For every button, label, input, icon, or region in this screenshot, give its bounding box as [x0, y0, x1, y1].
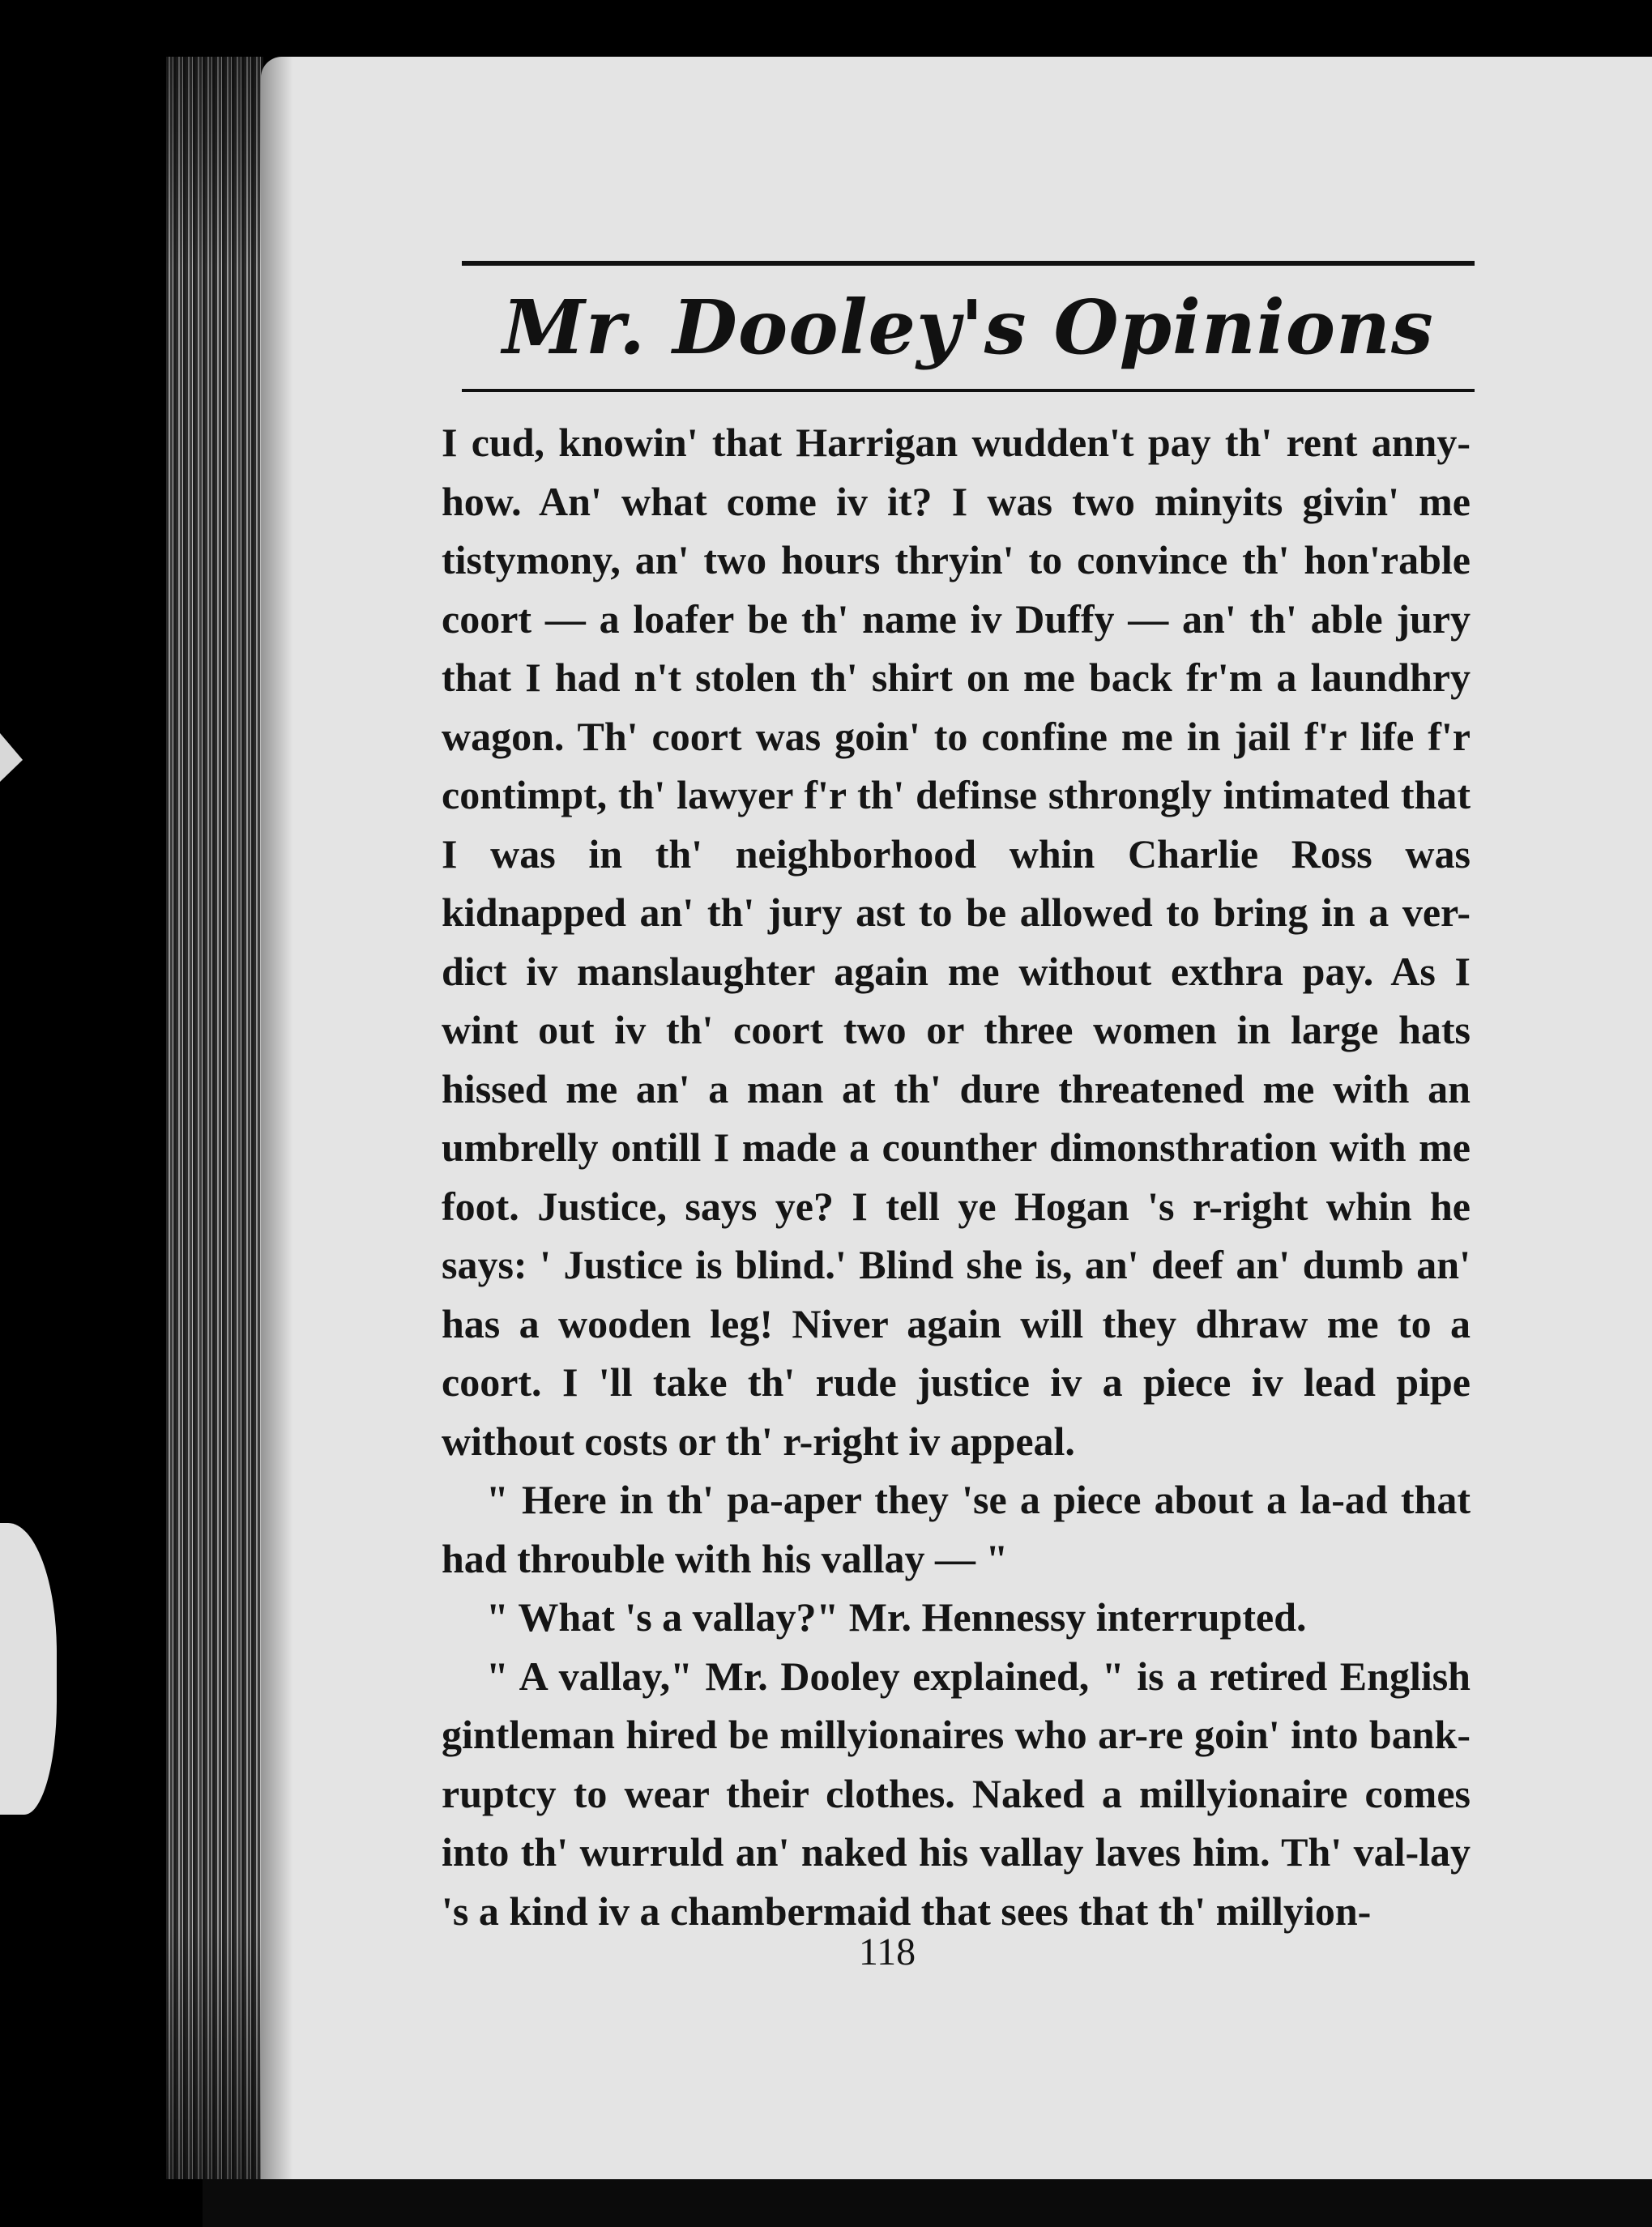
body-text: [442, 413, 1471, 1940]
scan-artifact-left-top: [0, 733, 23, 782]
paragraph: " Here in th' pa-aper they 'se a piece about a la-ad that had throuble with his vallay — ": [442, 1477, 1471, 1581]
page-edges: [166, 57, 263, 2179]
scan-artifact-left-bottom: [0, 1523, 57, 1815]
paragraph: I cud, knowin' that Harrigan wudden't pay th' rent anny-how. An' what come iv it? I was two minyits givin' me tistymony, an' two hours thryin' to convince th' hon'rable coort — a loafer be th' name iv Duffy — an' th' able jury that I had n't stolen th' shirt on me back fr'm a laundhry wagon. Th' coort was goin' to confine me in jail f'r life f'r contimpt, th' lawyer f'r th' definse sthrongly intimated that I was in th' neighborhood whin Charlie Ross was kidnapped an' th' jury ast to be allowed to bring in a ver-dict iv manslaughter again me without exthra pay. As I wint out iv th' coort two or three women in large hats hissed me an' a man at th' dure threatened me with an umbrelly ontill I made a counther dimonsthration with me foot. Justice, says ye? I tell ye Hogan 's r-right whin he says: ' Justice is blind.' Blind she is, an' deef an' dumb an' has a wooden leg! Niver again will they dhraw me to a coort. I 'll take th' rude justice iv a piece iv lead pipe without costs or th' r-right iv appeal.: [442, 420, 1471, 1464]
page-number: 118: [858, 1930, 916, 1973]
paragraph: " What 's a vallay?" Mr. Hennessy interrupted.: [486, 1594, 1307, 1640]
paragraph: " A vallay," Mr. Dooley explained, " is a retired English gintleman hired be millyionaires who ar-re goin' into bank-ruptcy to wear their clothes. Naked a millyionaire comes into th' wurruld an' naked his vallay laves him. Th' val-lay 's a kind iv a chambermaid that sees that th' millyion-: [442, 1653, 1471, 1934]
gutter-shadow: [261, 57, 293, 2195]
bottom-border: [203, 2179, 1652, 2227]
header-rule-top: [462, 261, 1475, 266]
running-title: Mr. Dooley's Opinions: [502, 284, 1434, 371]
header-rule-bottom: [462, 389, 1475, 392]
